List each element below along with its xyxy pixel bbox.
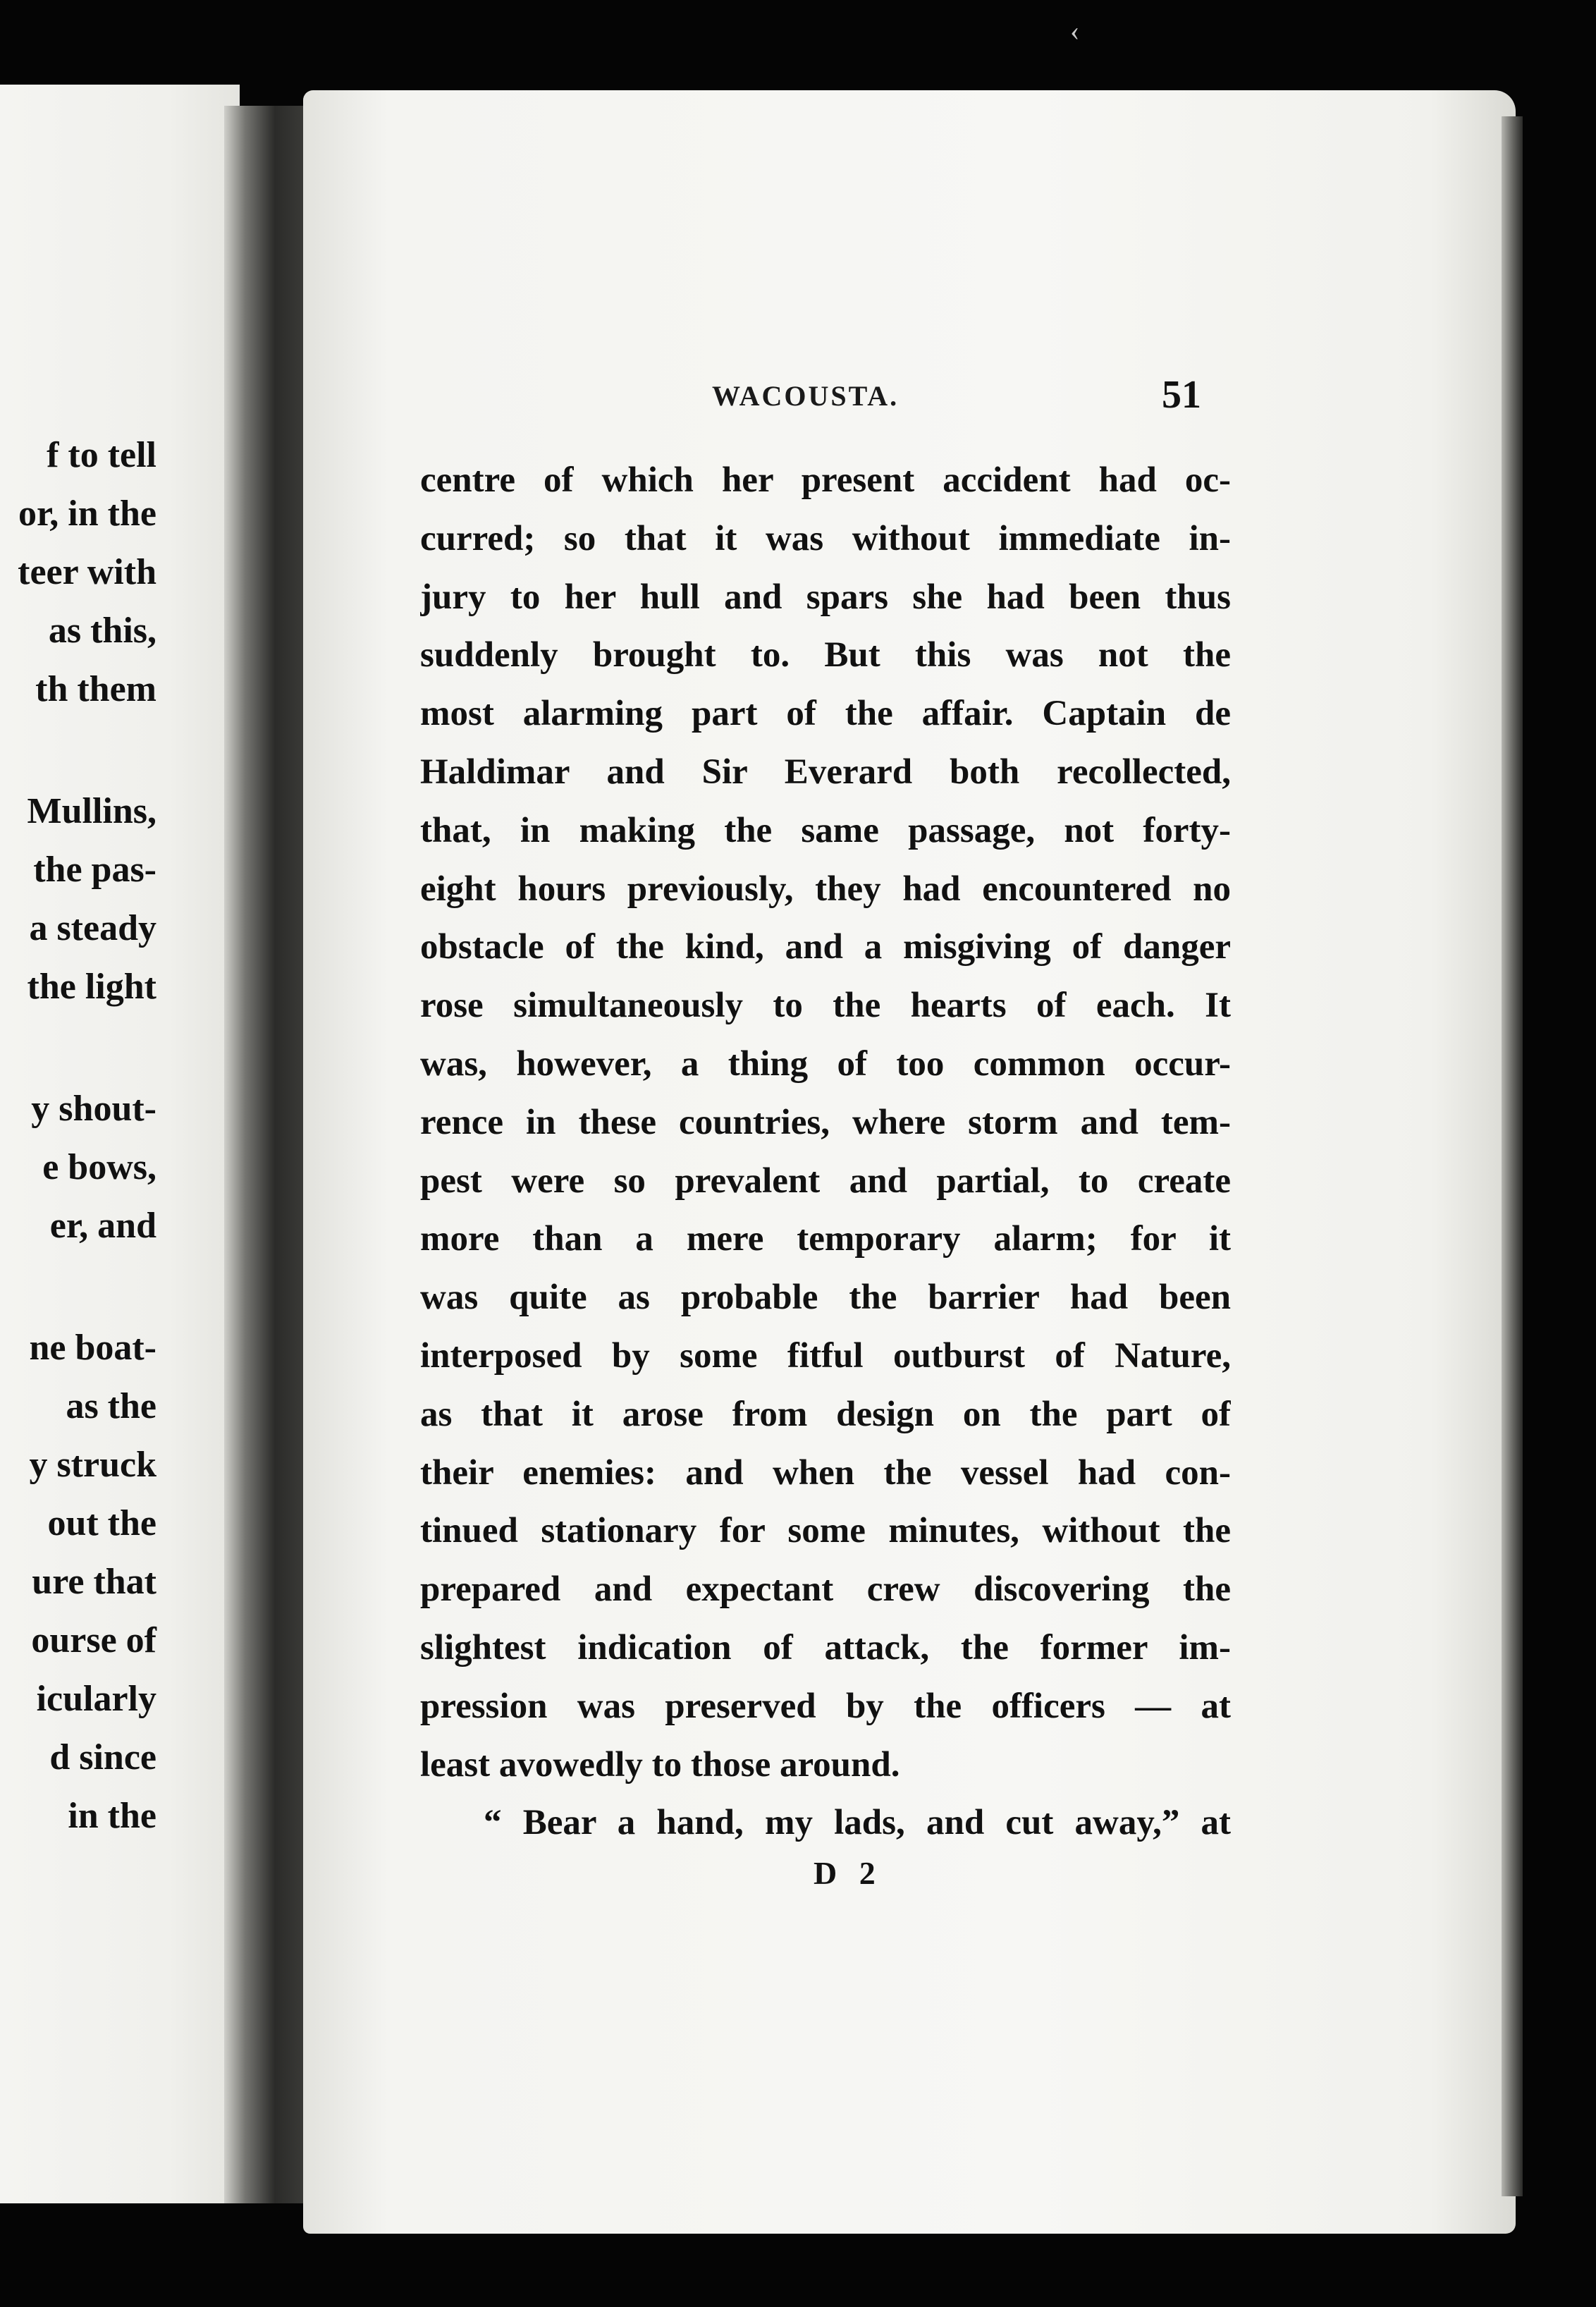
left-page-line: teer with — [18, 552, 156, 592]
text-line: was quite as probable the barrier had been — [420, 1278, 1231, 1318]
left-page-line: th them — [35, 669, 156, 709]
body-text — [420, 451, 1231, 1852]
left-page-line: the pas- — [33, 850, 156, 890]
left-page-line: as the — [66, 1386, 156, 1426]
text-line: tinued stationary for some minutes, without the — [420, 1511, 1231, 1551]
text-line: rose simultaneously to the hearts of each. It — [420, 986, 1231, 1026]
running-header: WACOUSTA. — [712, 380, 900, 412]
text-line: jury to her hull and spars she had been thus — [420, 577, 1231, 617]
text-line: more than a mere temporary alarm; for it — [420, 1219, 1231, 1259]
left-page-line: y struck — [29, 1445, 156, 1485]
left-page-line: icularly — [36, 1679, 156, 1719]
left-page-line: e bows, — [42, 1147, 156, 1187]
text-line: pression was preserved by the officers — at — [420, 1686, 1231, 1726]
text-line: centre of which her present accident had oc- — [420, 460, 1231, 500]
left-page-line: ure that — [32, 1562, 156, 1602]
text-line: slightest indication of attack, the former im- — [420, 1627, 1231, 1667]
left-page-line: y shout- — [31, 1089, 156, 1129]
text-line: suddenly brought to. But this was not the — [420, 635, 1231, 675]
left-page-line: f to tell — [47, 435, 156, 475]
text-line: interposed by some fitful outburst of Nature, — [420, 1335, 1231, 1376]
left-page-line: as this, — [48, 611, 156, 651]
text-line: as that it arose from design on the part of — [420, 1394, 1231, 1434]
corner-mark: ‹ — [1070, 15, 1080, 47]
page-number: 51 — [1162, 373, 1201, 417]
text-line: pest were so prevalent and partial, to create — [420, 1161, 1231, 1201]
left-page-line: er, and — [49, 1206, 156, 1246]
left-page-line: out the — [47, 1503, 156, 1543]
text-line: curred; so that it was without immediate in- — [420, 518, 1231, 558]
page-edge — [1502, 116, 1523, 2196]
left-page-line: Mullins, — [27, 791, 156, 831]
text-line: rence in these countries, where storm and tem- — [420, 1102, 1231, 1142]
left-page — [0, 85, 240, 2203]
text-line: Haldimar and Sir Everard both recollected, — [420, 752, 1231, 792]
text-line: their enemies: and when the vessel had con- — [420, 1452, 1231, 1493]
text-line: eight hours previously, they had encountered no — [420, 869, 1231, 909]
text-line: was, however, a thing of too common occur- — [420, 1044, 1231, 1084]
left-page-line: or, in the — [18, 494, 156, 534]
left-page-line: a steady — [29, 908, 156, 948]
left-page-line: the light — [27, 967, 156, 1007]
left-page-line: d since — [49, 1737, 156, 1777]
left-page-line: in the — [68, 1796, 156, 1836]
text-line: that, in making the same passage, not forty- — [420, 810, 1231, 850]
left-page-line: ourse of — [31, 1620, 156, 1660]
text-line: “ Bear a hand, my lads, and cut away,” at — [484, 1803, 1231, 1843]
text-line: least avowedly to those around. — [420, 1744, 900, 1785]
text-line: prepared and expectant crew discovering the — [420, 1569, 1231, 1610]
signature-mark: D 2 — [814, 1855, 883, 1891]
left-page-line: ne boat- — [29, 1328, 156, 1368]
text-line: most alarming part of the affair. Captain de — [420, 694, 1231, 734]
book-gutter — [224, 106, 309, 2203]
text-line: obstacle of the kind, and a misgiving of danger — [420, 927, 1231, 967]
